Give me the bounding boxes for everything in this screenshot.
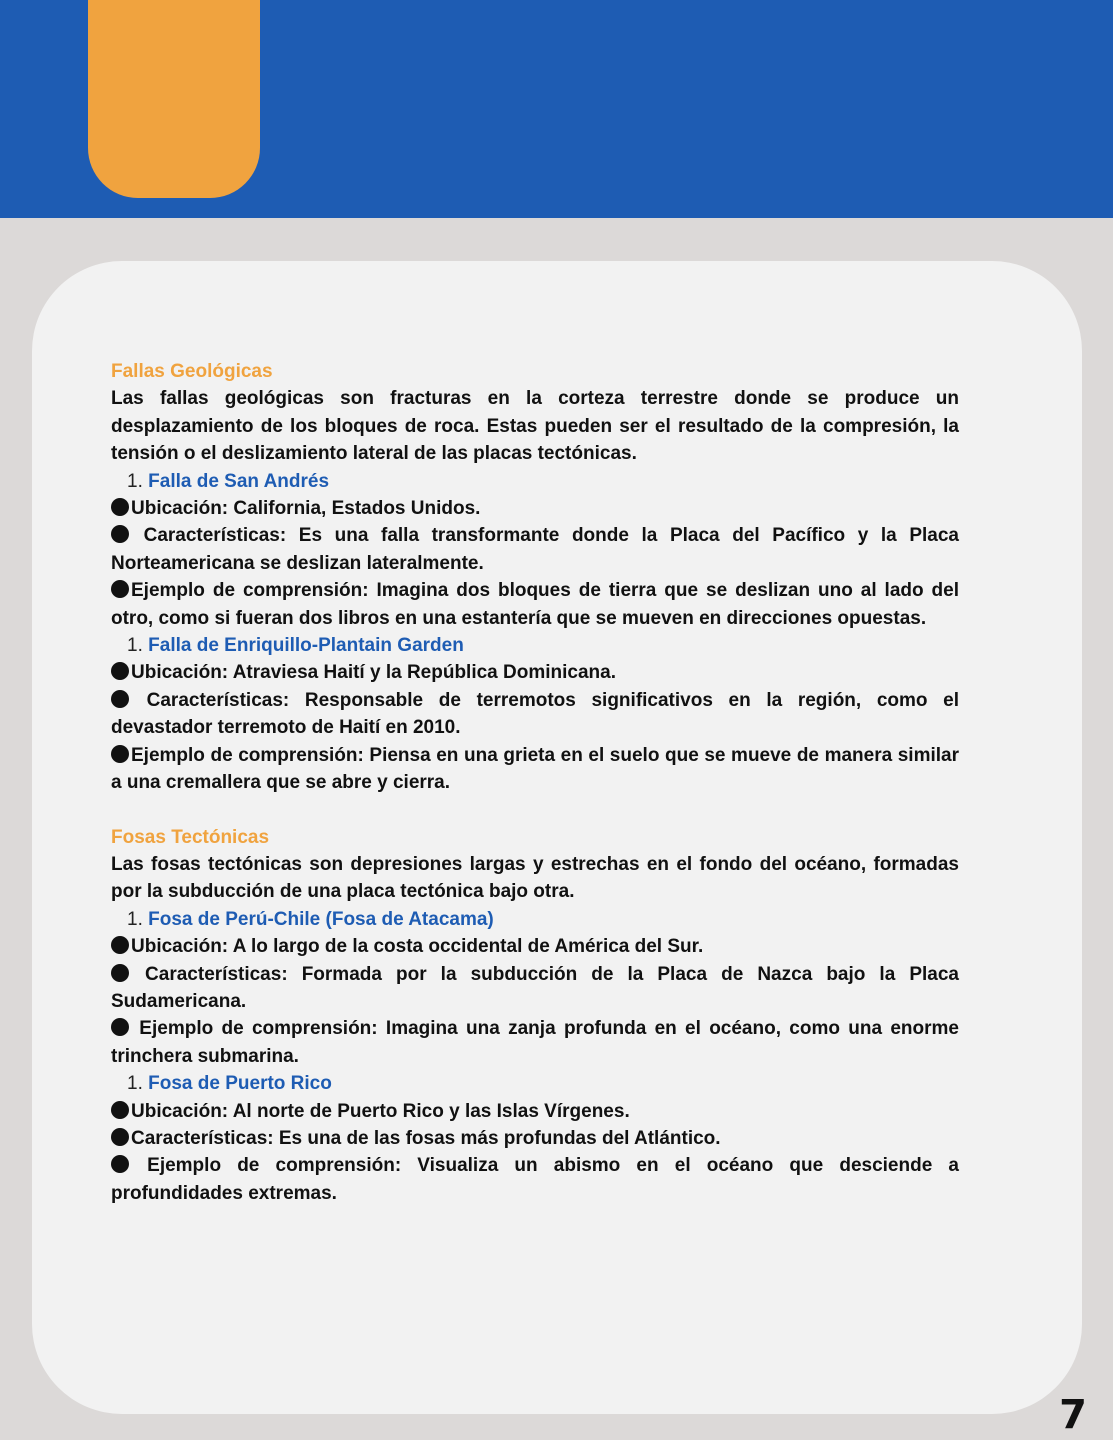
list-number: 1. [127, 635, 143, 657]
bullet-text: Características: Es una falla transformante donde la Placa del Pacífico y la Placa Norteamericana se deslizan lateralmente. [111, 525, 959, 574]
bullet-text: Características: Responsable de terremotos significativos en la región, como el devastador terremoto de Haití en 2010. [111, 689, 959, 739]
item-title: Falla de Enriquillo-Plantain Garden [148, 635, 464, 657]
bullet-icon [111, 964, 129, 982]
list-item-heading [111, 632, 959, 659]
bullet-item [111, 961, 959, 1016]
bullet-item [111, 659, 959, 686]
page-number: 7 [1059, 1392, 1087, 1438]
list-item-heading [111, 1070, 959, 1097]
bullet-text: Ubicación: California, Estados Unidos. [131, 498, 481, 520]
list-item-heading [111, 468, 959, 495]
bullet-text: Características: Es una de las fosas más profundas del Atlántico. [131, 1127, 721, 1149]
bullet-icon [111, 580, 129, 598]
section-intro: Las fallas geológicas son fracturas en la corteza terrestre donde se produce un desplazamiento de los bloques de roca. Estas pueden ser el resultado de la compresión, la tensión o el deslizamiento lateral de las placas tectónicas. [111, 388, 959, 465]
bullet-text: Ubicación: A lo largo de la costa occidental de América del Sur. [131, 936, 704, 958]
bullet-icon [111, 1101, 129, 1119]
bullet-icon [111, 690, 129, 708]
bullet-text: Ejemplo de comprensión: Imagina dos bloques de tierra que se deslizan uno al lado del otro, como si fueran dos libros en una estantería que se mueven en direcciones opuestas. [111, 580, 959, 629]
bullet-item [111, 933, 959, 960]
bullet-icon [111, 1018, 129, 1036]
bullet-item [111, 577, 959, 632]
bullet-icon [111, 525, 129, 543]
section-spacer [111, 797, 959, 824]
section-fosas [111, 824, 959, 1208]
bullet-text: Ubicación: Al norte de Puerto Rico y las Islas Vírgenes. [131, 1100, 630, 1122]
list-item-heading [111, 906, 959, 933]
list-number: 1. [127, 1073, 143, 1095]
bullet-item [111, 1015, 959, 1070]
list-number: 1. [127, 470, 143, 492]
bullet-item [111, 495, 959, 522]
item-title: Fosa de Perú-Chile (Fosa de Atacama) [148, 908, 494, 930]
bullet-item [111, 687, 959, 742]
bullet-icon [111, 662, 129, 680]
bullet-icon [111, 936, 129, 954]
bullet-item [111, 1152, 959, 1207]
bullet-item [111, 1098, 959, 1125]
bullet-text: Ubicación: Atraviesa Haití y la República Dominicana. [131, 662, 617, 684]
bullet-icon [111, 745, 129, 763]
bullet-item [111, 1125, 959, 1152]
item-title: Fosa de Puerto Rico [148, 1073, 332, 1095]
bullet-item [111, 742, 959, 797]
bullet-text: Ejemplo de comprensión: Piensa en una grieta en el suelo que se mueve de manera similar a una cremallera que se abre y cierra. [111, 744, 959, 794]
section-title: Fosas Tectónicas [111, 826, 270, 848]
section-fallas [111, 358, 959, 797]
bullet-icon [111, 498, 129, 516]
bullet-text: Ejemplo de comprensión: Imagina una zanja profunda en el océano, como una enorme trinchera submarina. [111, 1018, 959, 1067]
list-number: 1. [127, 908, 143, 930]
bullet-icon [111, 1128, 129, 1146]
section-title: Fallas Geológicas [111, 361, 273, 382]
header-tab-decoration [88, 0, 260, 198]
section-intro: Las fosas tectónicas son depresiones largas y estrechas en el fondo del océano, formadas por la subducción de una placa tectónica bajo otra. [111, 853, 959, 903]
bullet-item [111, 522, 959, 577]
document-content [111, 358, 959, 1207]
bullet-icon [111, 1155, 129, 1173]
bullet-text: Ejemplo de comprensión: Visualiza un abismo en el océano que desciende a profundidades extremas. [111, 1155, 959, 1204]
bullet-text: Características: Formada por la subducción de la Placa de Nazca bajo la Placa Sudamericana. [111, 963, 959, 1012]
item-title: Falla de San Andrés [148, 470, 330, 492]
